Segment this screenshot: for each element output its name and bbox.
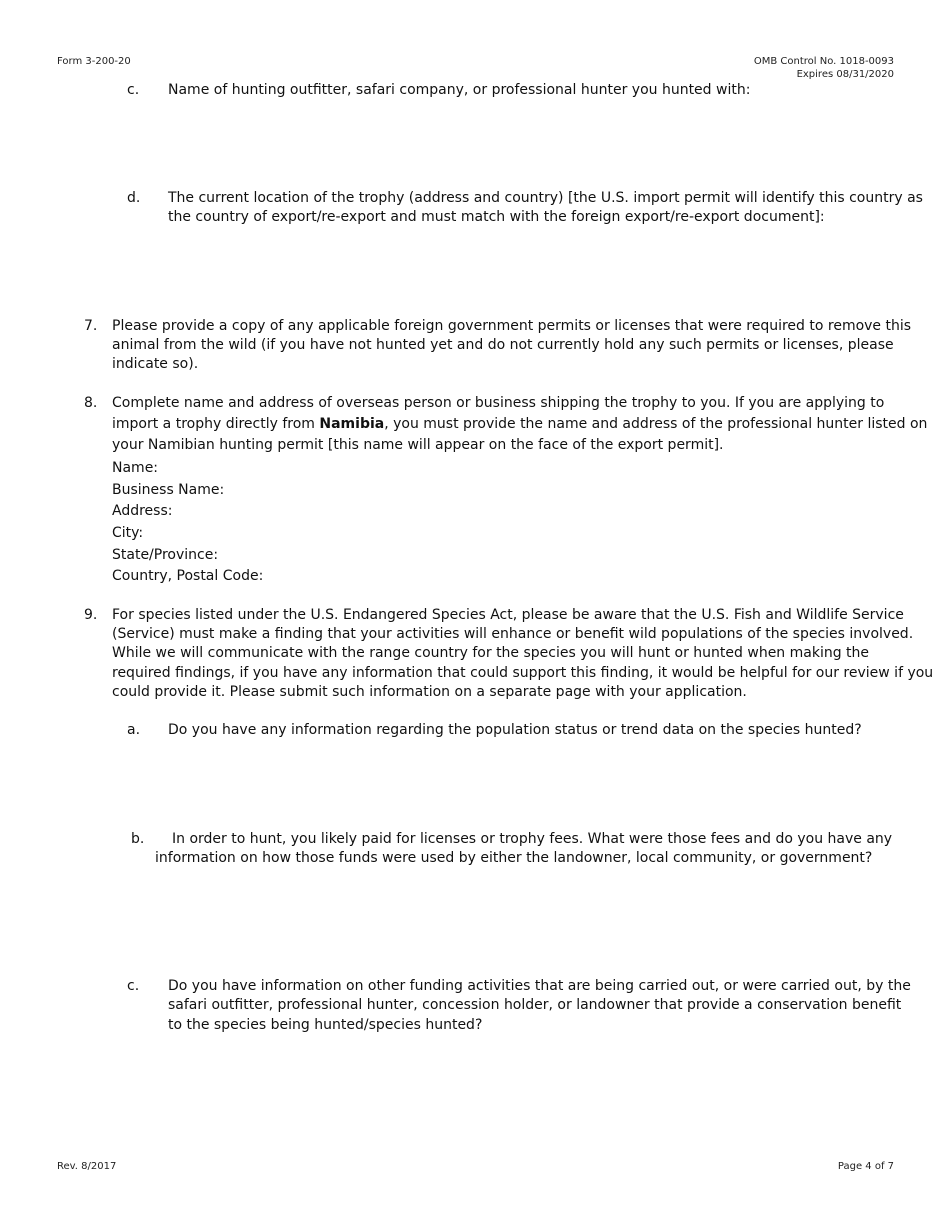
item-c-label: c. (127, 82, 140, 98)
question-9-line5: could provide it. Please submit such information on a separate page with your application. (112, 684, 747, 700)
question-9-number: 9. (84, 607, 98, 623)
field-business-name-label: Business Name: (112, 482, 225, 498)
form-number: Form 3-200-20 (57, 56, 131, 67)
question-7-number: 7. (84, 318, 98, 334)
question-8-line1: Complete name and address of overseas person or business shipping the trophy to you. If you are applying to (112, 395, 885, 411)
question-9c-line2: safari outfitter, professional hunter, concession holder, or landowner that provide a conservation benefit (168, 997, 902, 1013)
question-9b-label: b. (131, 831, 145, 847)
question-8-line2 (112, 415, 927, 434)
omb-control-number: OMB Control No. 1018-0093 (753, 56, 894, 67)
question-9-line4: required findings, if you have any information that could support this finding, it would be helpful for our review if you (112, 665, 934, 681)
question-9c-label: c. (127, 978, 140, 994)
item-c-text: Name of hunting outfitter, safari company, or professional hunter you hunted with: (168, 82, 751, 98)
field-city-label: City: (112, 525, 144, 541)
question-9b-line2: information on how those funds were used by either the landowner, local community, or government? (155, 850, 873, 866)
question-9b-line1: In order to hunt, you likely paid for licenses or trophy fees. What were those fees and do you have any (172, 831, 893, 847)
question-8-line2-pre: import a trophy directly from (112, 416, 320, 432)
field-state-label: State/Province: (112, 547, 219, 563)
question-7-line1: Please provide a copy of any applicable foreign government permits or licenses that were required to remove this (112, 318, 912, 334)
field-address-label: Address: (112, 503, 173, 519)
field-country-postal-label: Country, Postal Code: (112, 568, 264, 584)
question-7-line2: animal from the wild (if you have not hunted yet and do not currently hold any such permits or licenses, please (112, 337, 894, 353)
question-9-line2: (Service) must make a finding that your activities will enhance or benefit wild populations of the species involved. (112, 626, 914, 642)
item-d-line1: The current location of the trophy (address and country) [the U.S. import permit will identify this country as (168, 190, 923, 206)
question-8-line2-post: , you must provide the name and address of the professional hunter listed on (384, 416, 928, 432)
question-9c-line1: Do you have information on other funding activities that are being carried out, or were carried out, by the (168, 978, 911, 994)
question-9-line3: While we will communicate with the range country for the species you will hunt or hunted when making the (112, 645, 870, 661)
question-9c-line3: to the species being hunted/species hunted? (168, 1017, 483, 1033)
question-7-line3: indicate so). (112, 356, 199, 372)
item-d-label: d. (127, 190, 141, 206)
item-d-line2: the country of export/re-export and must match with the foreign export/re-export document]: (168, 209, 825, 225)
question-9a-label: a. (127, 722, 141, 738)
field-name-label: Name: (112, 460, 159, 476)
question-8-line3: your Namibian hunting permit [this name will appear on the face of the export permit]. (112, 437, 724, 453)
namibia-bold: Namibia (319, 416, 385, 432)
question-9-line1: For species listed under the U.S. Endangered Species Act, please be aware that the U.S. Fish and Wildlife Service (112, 607, 904, 623)
question-9a-text: Do you have any information regarding the population status or trend data on the species hunted? (168, 722, 862, 738)
revision-date: Rev. 8/2017 (57, 1161, 117, 1172)
question-8-number: 8. (84, 395, 98, 411)
page-number: Page 4 of 7 (837, 1161, 894, 1172)
expiration-date: Expires 08/31/2020 (796, 69, 894, 80)
